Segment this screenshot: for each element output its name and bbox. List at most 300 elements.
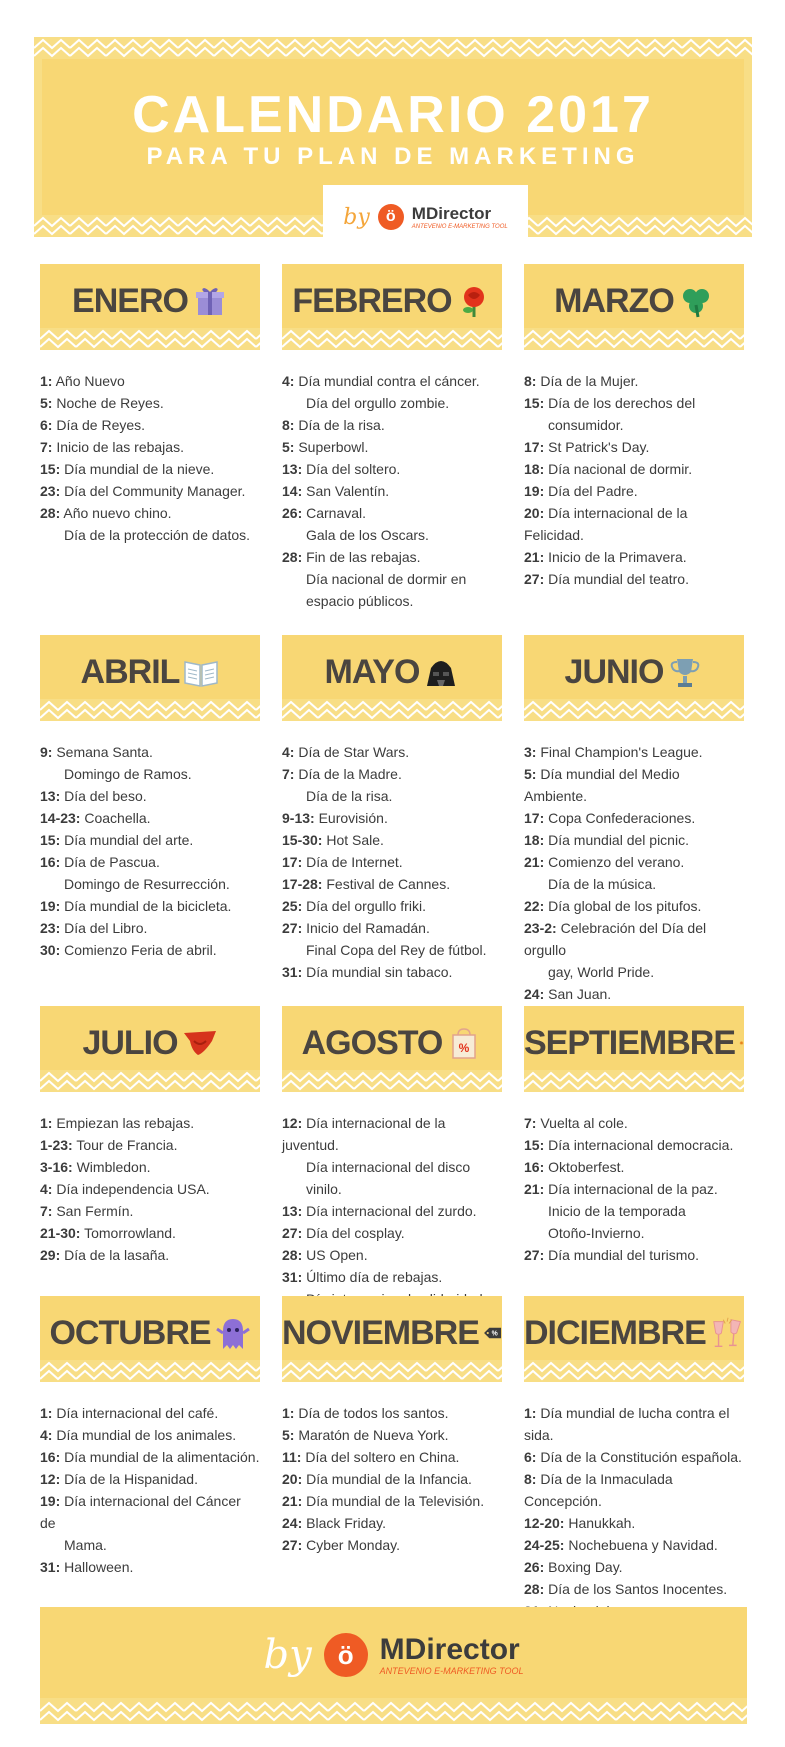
event-day: 27: <box>282 1225 303 1241</box>
event-item <box>524 1534 744 1556</box>
zigzag-pattern-top <box>34 37 752 59</box>
event-item <box>40 370 260 392</box>
event-list <box>282 370 502 612</box>
event-day: 29: <box>40 1247 61 1263</box>
month-mayo <box>282 635 502 983</box>
event-item <box>282 1468 502 1490</box>
month-zigzag-pattern <box>282 328 502 350</box>
event-text: Día de la Mujer. <box>540 373 639 389</box>
event-item <box>524 1178 744 1200</box>
event-day: 5: <box>282 1427 295 1443</box>
event-day: 11: <box>282 1449 302 1465</box>
event-item <box>40 895 260 917</box>
event-text: Vuelta al cole. <box>540 1115 628 1131</box>
event-text: Día de todos los santos. <box>298 1405 449 1421</box>
event-text: Día mundial de la Infancia. <box>306 1471 472 1487</box>
event-text: Día de la Madre. <box>298 766 402 782</box>
event-day: 14-23: <box>40 810 81 826</box>
footer-zigzag-pattern <box>40 1698 747 1724</box>
event-text: Eurovisión. <box>318 810 388 826</box>
month-header <box>524 635 744 721</box>
champagne-glasses-icon <box>710 1315 744 1351</box>
month-julio <box>40 1006 260 1266</box>
month-diciembre <box>524 1296 744 1622</box>
month-zigzag-pattern <box>40 699 260 721</box>
event-text: Día mundial del Medio Ambiente. <box>524 766 680 804</box>
event-text: Día internacional de la Felicidad. <box>524 505 688 543</box>
event-text: Otoño-Invierno. <box>548 1225 645 1241</box>
event-day: 9-13: <box>282 810 315 826</box>
month-name: JUNIO <box>564 652 664 691</box>
event-day: 1: <box>40 1405 53 1421</box>
event-text: Nochebuena y Navidad. <box>568 1537 718 1553</box>
event-text: Black Friday. <box>306 1515 386 1531</box>
event-item <box>282 436 502 458</box>
event-day: 19: <box>524 483 545 499</box>
event-text: Día del soltero. <box>306 461 401 477</box>
event-item <box>524 895 744 917</box>
event-text: Día mundial de los animales. <box>56 1427 237 1443</box>
page-subtitle: PARA TU PLAN DE MARKETING <box>146 143 640 170</box>
month-header <box>40 1006 260 1092</box>
event-text: Día de los Santos Inocentes. <box>548 1581 728 1597</box>
event-item <box>282 524 502 546</box>
event-day: 21: <box>282 1493 303 1509</box>
month-header <box>40 635 260 721</box>
maple-leaf-icon <box>739 1025 744 1061</box>
event-item <box>40 1244 260 1266</box>
event-item <box>524 1402 744 1446</box>
event-list <box>524 741 744 1027</box>
event-day: 18: <box>524 461 545 477</box>
event-item <box>282 807 502 829</box>
event-item <box>282 1222 502 1244</box>
event-item <box>524 1244 744 1266</box>
event-day: 17: <box>524 810 545 826</box>
event-day: 1: <box>40 1115 53 1131</box>
event-text: Carnaval. <box>306 505 367 521</box>
event-day: 25: <box>282 898 303 914</box>
event-day: 16: <box>40 854 61 870</box>
event-item <box>524 1200 744 1222</box>
event-item <box>282 1156 502 1200</box>
month-zigzag-pattern <box>40 1360 260 1382</box>
footer-brand[interactable] <box>40 1627 747 1683</box>
event-item <box>40 829 260 851</box>
event-text: Día independencia USA. <box>56 1181 210 1197</box>
event-text: Día global de los pitufos. <box>548 898 702 914</box>
event-text: St Patrick's Day. <box>548 439 650 455</box>
event-item <box>40 480 260 502</box>
event-text: Oktoberfest. <box>548 1159 625 1175</box>
event-text: Día mundial sin tabaco. <box>306 964 453 980</box>
event-text: Día del Community Manager. <box>64 483 246 499</box>
event-text: Día mundial de lucha contra el sida. <box>524 1405 730 1443</box>
event-item <box>524 917 744 961</box>
month-marzo <box>524 264 744 590</box>
footer-brand-name: MDirector <box>379 1632 520 1666</box>
event-text: Día de la Inmaculada Concepción. <box>524 1471 673 1509</box>
event-item <box>282 829 502 851</box>
event-item <box>524 851 744 873</box>
event-text: Día de la risa. <box>298 417 385 433</box>
event-text: Día mundial del turismo. <box>548 1247 700 1263</box>
event-text: San Fermín. <box>56 1203 134 1219</box>
event-item <box>524 1134 744 1156</box>
event-text: Día internacional de la juventud. <box>282 1115 446 1153</box>
event-text: Tour de Francia. <box>76 1137 178 1153</box>
event-day: 23: <box>40 483 61 499</box>
month-octubre <box>40 1296 260 1578</box>
event-day: 23: <box>40 920 61 936</box>
month-name: MAYO <box>324 652 420 691</box>
event-text: Día de Reyes. <box>56 417 146 433</box>
event-item <box>524 1446 744 1468</box>
event-text: Día de Star Wars. <box>298 744 410 760</box>
event-day: 12-20: <box>524 1515 565 1531</box>
month-zigzag-pattern <box>524 328 744 350</box>
clover-icon <box>678 283 714 319</box>
month-zigzag-pattern <box>282 1360 502 1382</box>
event-item <box>282 873 502 895</box>
month-name: OCTUBRE <box>49 1313 211 1352</box>
event-day: 9: <box>40 744 53 760</box>
event-item <box>40 939 260 961</box>
event-item <box>40 1112 260 1134</box>
event-item <box>282 458 502 480</box>
event-item <box>40 741 260 763</box>
month-header <box>282 1006 502 1092</box>
event-item <box>524 568 744 590</box>
event-item <box>40 414 260 436</box>
event-day: 20: <box>282 1471 303 1487</box>
event-text: Día mundial del arte. <box>64 832 194 848</box>
event-item <box>282 568 502 590</box>
mdirector-logo-icon: ö <box>378 204 404 230</box>
event-day: 8: <box>524 373 537 389</box>
month-name: MARZO <box>554 281 674 320</box>
month-header <box>282 635 502 721</box>
month-header <box>40 1296 260 1382</box>
month-febrero <box>282 264 502 612</box>
event-day: 21: <box>524 854 545 870</box>
event-day: 1-23: <box>40 1137 73 1153</box>
event-item <box>524 1156 744 1178</box>
event-item <box>524 436 744 458</box>
event-text: Día internacional del disco vinilo. <box>306 1159 471 1197</box>
event-item <box>40 1490 260 1534</box>
event-day: 12: <box>282 1115 303 1131</box>
event-text: Inicio de las rebajas. <box>56 439 184 455</box>
event-day: 22: <box>524 898 545 914</box>
event-item <box>40 1156 260 1178</box>
event-text: Día del Libro. <box>64 920 148 936</box>
event-item <box>524 1512 744 1534</box>
discount-bag-icon <box>446 1025 482 1061</box>
event-day: 30: <box>40 942 61 958</box>
event-text: Mama. <box>64 1537 107 1553</box>
event-item <box>40 436 260 458</box>
event-item <box>40 1222 260 1244</box>
month-name: AGOSTO <box>301 1023 443 1062</box>
trophy-icon <box>667 654 703 690</box>
event-day: 27: <box>282 1537 303 1553</box>
month-header <box>282 1296 502 1382</box>
month-header <box>524 264 744 350</box>
event-text: Hanukkah. <box>568 1515 636 1531</box>
event-day: 7: <box>40 1203 53 1219</box>
event-day: 4: <box>40 1181 53 1197</box>
event-day: 15: <box>40 832 61 848</box>
month-name: DICIEMBRE <box>524 1313 706 1352</box>
rose-icon <box>456 283 492 319</box>
event-day: 7: <box>524 1115 537 1131</box>
event-item <box>524 480 744 502</box>
event-item <box>282 895 502 917</box>
event-text: Maratón de Nueva York. <box>298 1427 449 1443</box>
event-day: 14: <box>282 483 303 499</box>
event-text: Celebración del Día del orgullo <box>524 920 707 958</box>
month-noviembre <box>282 1296 502 1556</box>
event-text: Día del soltero en China. <box>305 1449 460 1465</box>
month-name: ENERO <box>72 281 188 320</box>
event-item <box>40 458 260 480</box>
event-list <box>40 370 260 546</box>
month-header <box>40 264 260 350</box>
event-day: 6: <box>40 417 53 433</box>
event-day: 15: <box>524 395 545 411</box>
event-day: 31: <box>282 1269 303 1285</box>
ghost-icon <box>215 1315 251 1351</box>
event-item <box>524 370 744 392</box>
event-day: 4: <box>40 1427 53 1443</box>
brand-box[interactable] <box>323 185 528 237</box>
event-text: espacio públicos. <box>306 593 414 609</box>
month-septiembre <box>524 1006 744 1266</box>
event-day: 24-25: <box>524 1537 565 1553</box>
event-day: 27: <box>524 571 545 587</box>
gift-icon <box>192 283 228 319</box>
event-text: Tomorrowland. <box>84 1225 176 1241</box>
event-day: 26: <box>524 1559 545 1575</box>
event-item <box>524 546 744 568</box>
event-text: US Open. <box>306 1247 368 1263</box>
event-item <box>40 873 260 895</box>
event-day: 15: <box>524 1137 545 1153</box>
event-text: consumidor. <box>548 417 624 433</box>
event-day: 18: <box>524 832 545 848</box>
percent-tag-icon <box>483 1315 502 1351</box>
event-text: San Juan. <box>548 986 612 1002</box>
svg-text:%: % <box>459 1041 470 1055</box>
event-text: Wimbledon. <box>76 1159 151 1175</box>
event-item <box>524 1556 744 1578</box>
darth-vader-icon <box>423 654 459 690</box>
event-list <box>524 370 744 590</box>
event-text: Semana Santa. <box>56 744 153 760</box>
event-text: Día de los derechos del <box>548 395 696 411</box>
event-text: Cyber Monday. <box>306 1537 401 1553</box>
event-item <box>282 1446 502 1468</box>
event-day: 19: <box>40 1493 61 1509</box>
event-day: 27: <box>524 1247 545 1263</box>
month-name: NOVIEMBRE <box>282 1313 479 1352</box>
event-item <box>282 763 502 785</box>
event-item <box>40 763 260 785</box>
month-zigzag-pattern <box>282 699 502 721</box>
event-list <box>282 1112 502 1310</box>
brand-name: MDirector <box>411 203 492 223</box>
month-junio <box>524 635 744 1027</box>
event-item <box>40 1446 260 1468</box>
event-item <box>282 1490 502 1512</box>
event-day: 17-28: <box>282 876 323 892</box>
event-day: 15-30: <box>282 832 323 848</box>
event-day: 6: <box>524 1449 537 1465</box>
event-item <box>282 1244 502 1266</box>
event-text: Año Nuevo <box>55 373 125 389</box>
event-text: Día del beso. <box>64 788 147 804</box>
event-day: 20: <box>524 505 545 521</box>
event-item <box>282 1200 502 1222</box>
month-name: SEPTIEMBRE <box>524 1023 736 1062</box>
event-item <box>40 1134 260 1156</box>
event-item <box>40 1534 260 1556</box>
event-day: 12: <box>40 1471 61 1487</box>
event-text: Día mundial del picnic. <box>548 832 689 848</box>
event-text: Domingo de Resurrección. <box>64 876 230 892</box>
event-item <box>40 1468 260 1490</box>
month-header <box>524 1296 744 1382</box>
event-item <box>40 1178 260 1200</box>
event-text: Noche de Reyes. <box>56 395 164 411</box>
event-item <box>282 741 502 763</box>
event-item <box>524 1222 744 1244</box>
event-day: 28: <box>524 1581 545 1597</box>
footer-banner <box>40 1607 747 1724</box>
event-item <box>282 480 502 502</box>
event-text: Día internacional del café. <box>56 1405 219 1421</box>
event-item <box>282 917 502 939</box>
event-day: 21: <box>524 549 545 565</box>
event-text: Hot Sale. <box>326 832 384 848</box>
event-item <box>524 392 744 414</box>
event-item <box>40 1556 260 1578</box>
event-text: Día del Padre. <box>548 483 638 499</box>
event-item <box>282 961 502 983</box>
event-day: 5: <box>524 766 537 782</box>
event-text: San Valentín. <box>306 483 390 499</box>
header-banner <box>34 37 752 237</box>
event-item <box>524 741 744 763</box>
event-day: 7: <box>282 766 295 782</box>
event-text: Halloween. <box>64 1559 134 1575</box>
event-day: 3: <box>524 744 537 760</box>
footer-mdirector-logo-icon: ö <box>324 1633 368 1677</box>
event-day: 1: <box>282 1405 295 1421</box>
event-day: 15: <box>40 461 61 477</box>
event-day: 26: <box>282 505 303 521</box>
event-text: Comienzo del verano. <box>548 854 685 870</box>
month-abril <box>40 635 260 961</box>
event-day: 16: <box>524 1159 545 1175</box>
event-text: Día nacional de dormir en <box>306 571 467 587</box>
event-list <box>282 741 502 983</box>
event-item <box>524 829 744 851</box>
event-day: 3-16: <box>40 1159 73 1175</box>
event-text: Día mundial de la alimentación. <box>64 1449 260 1465</box>
month-zigzag-pattern <box>40 328 260 350</box>
event-text: Coachella. <box>84 810 151 826</box>
event-item <box>524 1112 744 1134</box>
event-item <box>40 851 260 873</box>
event-list <box>40 741 260 961</box>
event-text: Día internacional de la paz. <box>548 1181 718 1197</box>
event-item <box>40 807 260 829</box>
event-item <box>282 851 502 873</box>
event-text: Superbowl. <box>298 439 369 455</box>
event-text: Día internacional democracia. <box>548 1137 734 1153</box>
event-text: Empiezan las rebajas. <box>56 1115 195 1131</box>
event-item <box>282 1402 502 1424</box>
event-item <box>282 1266 502 1288</box>
event-day: 24: <box>282 1515 303 1531</box>
event-item <box>524 1468 744 1512</box>
footer-brand-tagline: ANTEVENIO E-MARKETING TOOL <box>379 1665 524 1676</box>
event-item <box>40 1200 260 1222</box>
event-item <box>40 502 260 524</box>
event-list <box>524 1112 744 1266</box>
event-text: Copa Confederaciones. <box>548 810 696 826</box>
event-day: 23-2: <box>524 920 557 936</box>
event-item <box>282 590 502 612</box>
event-item <box>524 983 744 1005</box>
event-text: Día mundial de la Televisión. <box>306 1493 485 1509</box>
event-text: Día mundial contra el cáncer. <box>298 373 480 389</box>
footer-by-label: by <box>263 1632 312 1678</box>
event-text: Día mundial de la nieve. <box>64 461 215 477</box>
month-zigzag-pattern <box>282 1070 502 1092</box>
event-text: Inicio de la temporada <box>548 1203 686 1219</box>
month-enero <box>40 264 260 546</box>
month-zigzag-pattern <box>524 1360 744 1382</box>
event-text: Final Champion's League. <box>540 744 703 760</box>
event-text: Día de la risa. <box>306 788 393 804</box>
event-item <box>40 524 260 546</box>
event-list <box>282 1402 502 1556</box>
event-item <box>40 785 260 807</box>
event-item <box>524 458 744 480</box>
event-item <box>524 414 744 436</box>
event-text: Último día de rebajas. <box>306 1269 443 1285</box>
event-list <box>40 1402 260 1578</box>
event-day: 16: <box>40 1449 61 1465</box>
event-day: 8: <box>282 417 295 433</box>
month-name: ABRIL <box>80 652 180 691</box>
event-text: Día de la protección de datos. <box>64 527 251 543</box>
event-item <box>282 939 502 961</box>
event-day: 24: <box>524 986 545 1002</box>
event-day: 21: <box>524 1181 545 1197</box>
event-text: Día del orgullo friki. <box>306 898 426 914</box>
event-text: Día mundial del teatro. <box>548 571 689 587</box>
event-day: 31: <box>40 1559 61 1575</box>
event-item <box>40 917 260 939</box>
event-text: Boxing Day. <box>548 1559 623 1575</box>
event-text: Domingo de Ramos. <box>64 766 192 782</box>
event-day: 27: <box>282 920 303 936</box>
event-text: Día de la lasaña. <box>64 1247 170 1263</box>
